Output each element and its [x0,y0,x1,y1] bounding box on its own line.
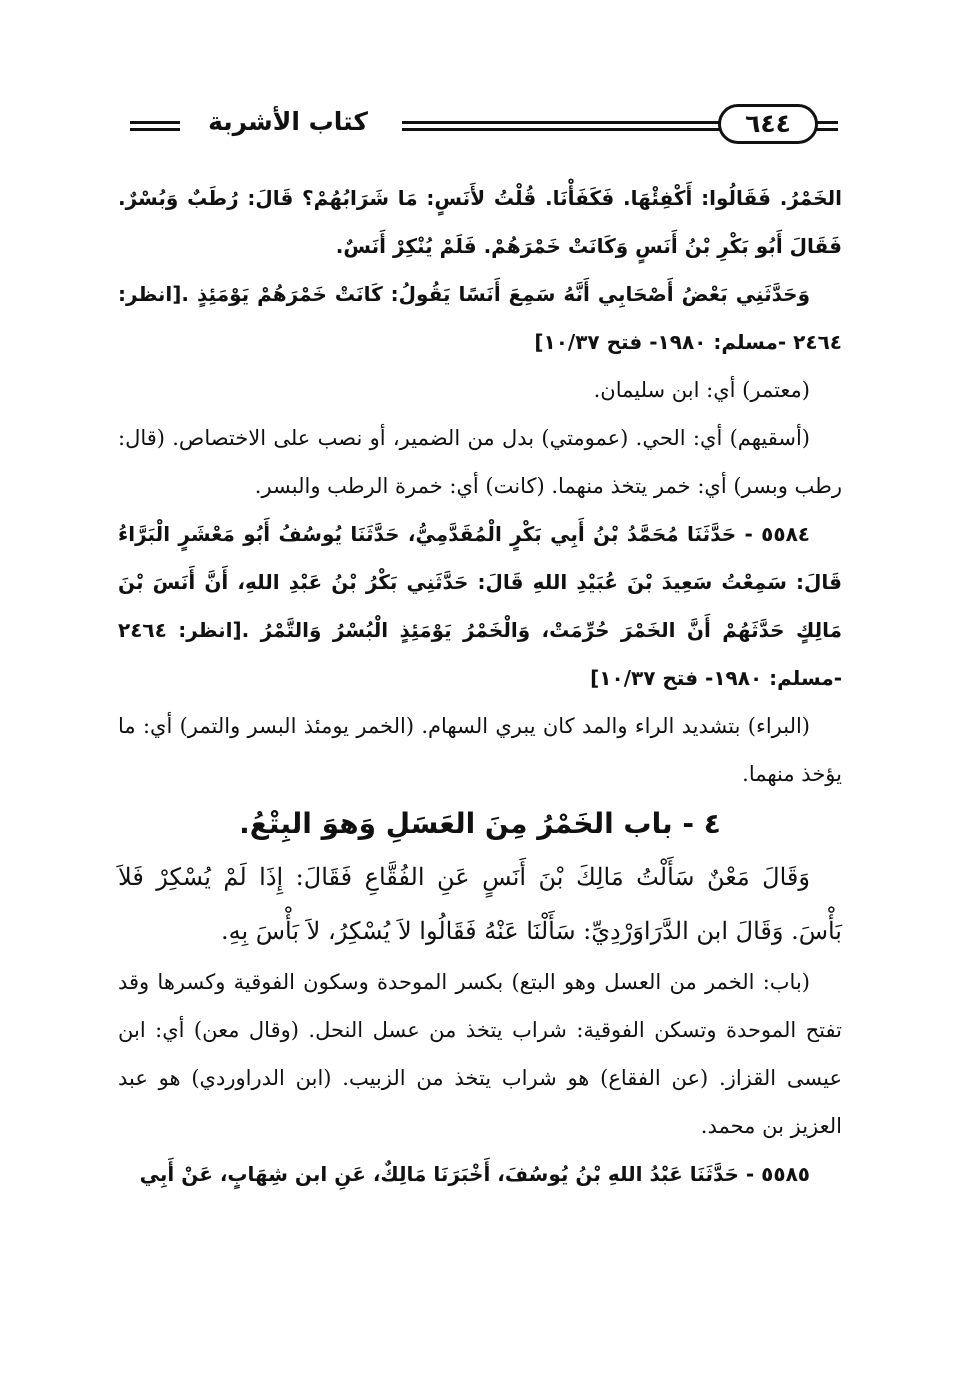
page-header [120,100,840,152]
commentary-paragraph: (أسقيهم) أي: الحي. (عمومتي) بدل من الضمير، أو نصب على الاختصاص. (قال: رطب وبسر) أي: خمر يتخذ منهما. (كانت) أي: خمرة الرطب والبسر. [118,426,842,498]
chapter-quote: وَقَالَ مَعْنٌ سَأَلْتُ مَالِكَ بْنَ أَنَسٍ عَنِ الفُقَّاعِ فَقَالَ: إِذَا لَمْ يُسْكِرْ فَلاَ بَأْسَ. وَقَالَ ابن الدَّرَاوَرْدِيِّ: سَأَلْنَا عَنْهُ فَقَالُوا لاَ يُسْكِرُ، لاَ بَأْسَ بِهِ. [118,863,842,945]
commentary-paragraph: (معتمر) أي: ابن سليمان. [593,378,810,402]
hadith-5585: ٥٥٨٥ - حَدَّثَنَا عَبْدُ اللهِ بْنُ يُوسُفَ، أَخْبَرَنَا مَالِكٌ، عَنِ ابن شِهَابٍ، عَنْ أَبِي [139,1162,810,1186]
hadith-5584: ٥٥٨٤ - حَدَّثَنَا مُحَمَّدُ بْنُ أَبِي بَكْرٍ الْمُقَدَّمِيُّ، حَدَّثَنَا يُوسُفُ أَبُو مَعْشَرٍ الْبَرَّاءُ قَالَ: سَمِعْتُ سَعِيدَ بْنَ عُبَيْدِ اللهِ قَالَ: حَدَّثَنِي بَكْرُ بْنُ عَبْدِ اللهِ، أَنَّ أَنَسَ بْنَ مَالِكٍ حَدَّثَهُمْ أَنَّ الخَمْرَ حُرِّمَتْ، وَالْخَمْرُ يَوْمَئِذٍ الْبُسْرُ وَالتَّمْرُ .[انظر: ٢٤٦٤ -مسلم: ١٩٨٠- فتح ١٠/٣٧] [118,522,842,690]
commentary-paragraph: (البراء) بتشديد الراء والمد كان يبري السهام. (الخمر يومئذ البسر والتمر) أي: ما يؤخذ منهما. [118,714,842,786]
header-rule-left [130,121,180,131]
chapter-heading: ٤ - باب الخَمْرُ مِنَ العَسَلِ وَهوَ البِتْعُ. [239,807,721,840]
running-title: كتاب الأشربة [208,107,368,136]
hadith-narration: وَحَدَّثَنِي بَعْضُ أَصْحَابِي أَنَّهُ سَمِعَ أَنَسًا يَقُولُ: كَانَتْ خَمْرَهُمْ يَوْمَئِذٍ .[انظر: ٢٤٦٤ -مسلم: ١٩٨٠- فتح ١٠/٣٧] [118,282,842,354]
page-number: ٦٤٤ [718,104,818,144]
header-rule-right [816,121,838,131]
commentary-paragraph: (باب: الخمر من العسل وهو البتع) بكسر الموحدة وسكون الفوقية وكسرها وقد تفتح الموحدة وتسكن الفوقية: شراب يتخذ من عسل النحل. (وقال معن) أي: ابن عيسى القزاز. (عن الفقاع) هو شراب يتخذ من الزبيب. (ابن الدراوردي) هو عبد العزيز بن محمد. [118,970,842,1138]
page-body [118,174,842,1198]
hadith-continuation: الخَمْرُ. فَقَالُوا: أَكْفِئْهَا. فَكَفَأْنَا. قُلْتُ لأَنَسٍ: مَا شَرَابُهُمْ؟ قَالَ: رُطَبٌ وَبُسْرٌ. فَقَالَ أَبُو بَكْرِ بْنُ أَنَسٍ وَكَانَتْ خَمْرَهُمْ. فَلَمْ يُنْكِرْ أَنَسٌ. [118,186,842,258]
header-rule-middle [402,121,732,131]
